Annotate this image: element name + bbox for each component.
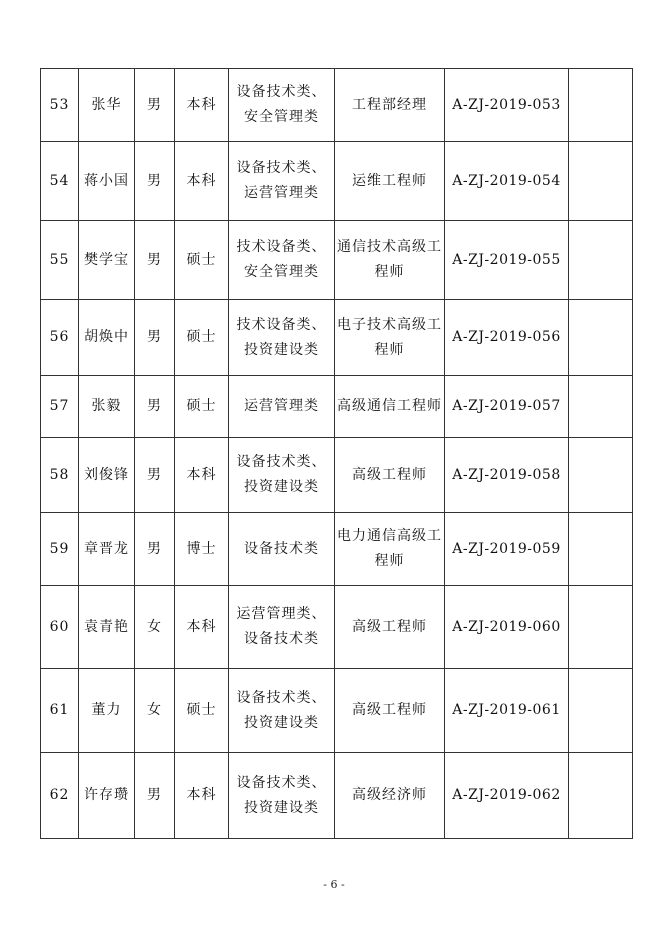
cell-note	[569, 221, 633, 300]
table-body	[41, 69, 633, 839]
cell-education: 本科	[175, 586, 229, 669]
cell-title: 高级工程师	[335, 669, 445, 753]
cell-number: 57	[41, 376, 79, 438]
cell-note	[569, 669, 633, 753]
cell-number: 55	[41, 221, 79, 300]
cell-education: 博士	[175, 513, 229, 586]
cell-category: 设备技术类、投资建设类	[229, 669, 335, 753]
cell-code: A-ZJ-2019-055	[445, 221, 569, 300]
cell-name: 胡焕中	[79, 300, 135, 376]
cell-title: 电力通信高级工程师	[335, 513, 445, 586]
cell-gender: 男	[135, 221, 175, 300]
cell-code: A-ZJ-2019-059	[445, 513, 569, 586]
table-row	[41, 221, 633, 300]
cell-education: 硕士	[175, 221, 229, 300]
cell-gender: 男	[135, 438, 175, 513]
cell-title: 高级工程师	[335, 438, 445, 513]
cell-category: 运营管理类、设备技术类	[229, 586, 335, 669]
table-row	[41, 376, 633, 438]
cell-education: 本科	[175, 438, 229, 513]
cell-code: A-ZJ-2019-060	[445, 586, 569, 669]
cell-category: 设备技术类、投资建设类	[229, 753, 335, 839]
page-number: - 6 -	[323, 878, 345, 891]
cell-number: 58	[41, 438, 79, 513]
cell-name: 袁青艳	[79, 586, 135, 669]
cell-code: A-ZJ-2019-057	[445, 376, 569, 438]
cell-number: 59	[41, 513, 79, 586]
table-row	[41, 300, 633, 376]
cell-title: 高级通信工程师	[335, 376, 445, 438]
table-row	[41, 69, 633, 142]
cell-code: A-ZJ-2019-062	[445, 753, 569, 839]
cell-code: A-ZJ-2019-056	[445, 300, 569, 376]
cell-education: 本科	[175, 142, 229, 221]
cell-number: 56	[41, 300, 79, 376]
cell-name: 刘俊锋	[79, 438, 135, 513]
cell-title: 运维工程师	[335, 142, 445, 221]
cell-note	[569, 69, 633, 142]
cell-gender: 男	[135, 69, 175, 142]
cell-note	[569, 513, 633, 586]
cell-title: 电子技术高级工程师	[335, 300, 445, 376]
table-row	[41, 586, 633, 669]
cell-name: 蒋小国	[79, 142, 135, 221]
cell-name: 樊学宝	[79, 221, 135, 300]
cell-code: A-ZJ-2019-061	[445, 669, 569, 753]
cell-number: 54	[41, 142, 79, 221]
cell-title: 高级工程师	[335, 586, 445, 669]
cell-note	[569, 438, 633, 513]
cell-category: 运营管理类	[229, 376, 335, 438]
cell-education: 硕士	[175, 669, 229, 753]
cell-education: 硕士	[175, 376, 229, 438]
cell-title: 通信技术高级工程师	[335, 221, 445, 300]
cell-number: 61	[41, 669, 79, 753]
cell-note	[569, 142, 633, 221]
cell-gender: 男	[135, 300, 175, 376]
cell-code: A-ZJ-2019-058	[445, 438, 569, 513]
cell-gender: 女	[135, 586, 175, 669]
cell-category: 设备技术类、运营管理类	[229, 142, 335, 221]
cell-education: 本科	[175, 753, 229, 839]
cell-name: 许存瓒	[79, 753, 135, 839]
cell-category: 设备技术类、投资建设类	[229, 438, 335, 513]
cell-note	[569, 300, 633, 376]
cell-number: 53	[41, 69, 79, 142]
cell-category: 技术设备类、安全管理类	[229, 221, 335, 300]
cell-education: 本科	[175, 69, 229, 142]
cell-note	[569, 753, 633, 839]
cell-gender: 男	[135, 753, 175, 839]
cell-note	[569, 586, 633, 669]
cell-note	[569, 376, 633, 438]
table-row	[41, 438, 633, 513]
cell-name: 张华	[79, 69, 135, 142]
table-row	[41, 753, 633, 839]
cell-number: 62	[41, 753, 79, 839]
cell-gender: 男	[135, 142, 175, 221]
cell-name: 董力	[79, 669, 135, 753]
table-row	[41, 142, 633, 221]
cell-education: 硕士	[175, 300, 229, 376]
table-row	[41, 513, 633, 586]
cell-gender: 女	[135, 669, 175, 753]
expert-roster-table	[40, 68, 633, 839]
cell-title: 高级经济师	[335, 753, 445, 839]
cell-code: A-ZJ-2019-053	[445, 69, 569, 142]
cell-category: 设备技术类	[229, 513, 335, 586]
cell-title: 工程部经理	[335, 69, 445, 142]
cell-code: A-ZJ-2019-054	[445, 142, 569, 221]
cell-category: 技术设备类、投资建设类	[229, 300, 335, 376]
cell-name: 章晋龙	[79, 513, 135, 586]
cell-category: 设备技术类、安全管理类	[229, 69, 335, 142]
cell-name: 张毅	[79, 376, 135, 438]
cell-number: 60	[41, 586, 79, 669]
cell-gender: 男	[135, 513, 175, 586]
cell-gender: 男	[135, 376, 175, 438]
table-row	[41, 669, 633, 753]
